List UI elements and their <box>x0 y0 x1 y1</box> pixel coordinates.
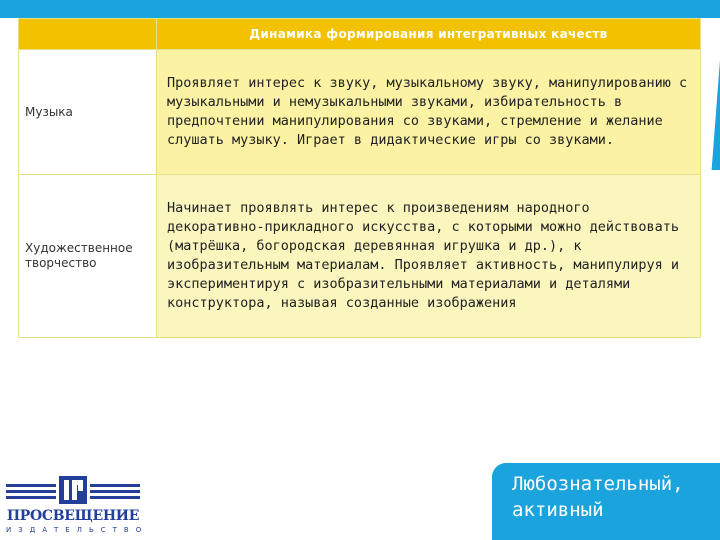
logo-subtitle: ИЗДАТЕЛЬСТВО <box>6 526 149 534</box>
callout-text <box>512 471 684 523</box>
row-label-art: Художественное творчество <box>19 175 157 338</box>
table-title: Динамика формирования интегративных качеств <box>157 19 701 50</box>
right-accent-stripe <box>706 60 720 170</box>
quality-callout <box>492 463 720 540</box>
table-header-row <box>19 19 701 50</box>
header-blank-cell <box>19 19 157 50</box>
callout-line-1: Любознательный, <box>512 473 684 495</box>
table-row <box>19 50 701 175</box>
publisher-logo <box>6 470 149 536</box>
row-label-music: Музыка <box>19 50 157 175</box>
table-row <box>19 175 701 338</box>
qualities-table <box>18 18 701 338</box>
logo-name: ПРОСВЕЩЕНИЕ <box>6 508 140 524</box>
publisher-logo-icon <box>6 470 140 508</box>
top-accent-band <box>0 0 720 18</box>
row-description-music: Проявляет интерес к звуку, музыкальному звуку, манипулированию с музыкальными и немузыкальными звуками, избирательность в предпочтении манипулирования со звуками, стремление и желание слушать музыку. Играет в дидактические игры со звуками. <box>157 50 701 175</box>
row-description-art: Начинает проявлять интерес к произведениям народного декоративно-прикладного искусства, с которыми можно действовать (матрёшка, богородская деревянная игрушка и др.), к изобразительным материалам. Проявляет активность, манипулируя и экспериментируя с изобразительными материалами и деталями конструктора, называя созданные изображения <box>157 175 701 338</box>
callout-line-2: активный <box>512 499 604 521</box>
